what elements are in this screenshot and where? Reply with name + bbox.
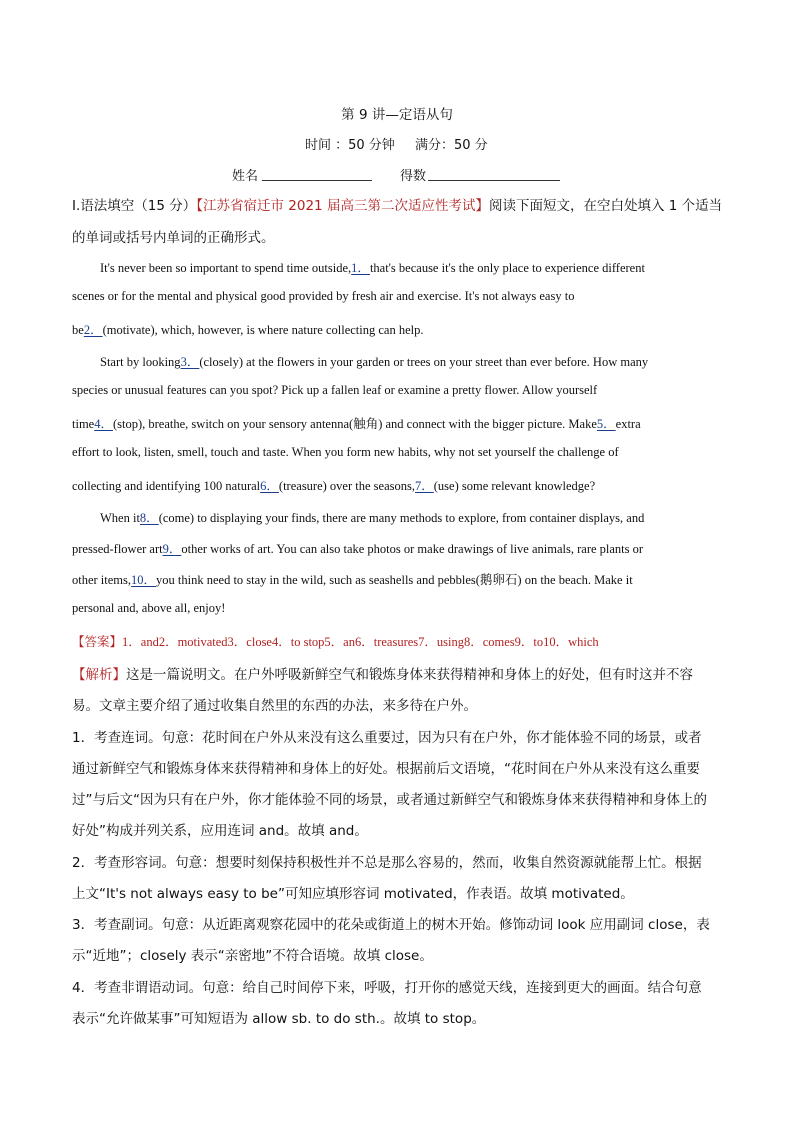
analysis-item-4: 4．考查非谓语动词。句意：给自己时间停下来，呼吸，打开你的感觉天线，连接到更大的画面。结合句意 <box>72 980 702 996</box>
points-blank-line <box>428 180 560 181</box>
passage-line: When it8．(come) to displaying your finds, there are many methods to explore, from container displays, and <box>100 511 645 525</box>
section-heading-line <box>72 194 722 214</box>
time-label: 时间 ：50 分钟 <box>305 138 395 153</box>
blank-3[interactable]: 3． <box>180 355 200 369</box>
passage-line: pressed-flower art9．other works of art. You can also take photos or make drawings of live animals, rare plants or <box>72 542 644 556</box>
name-blank-line <box>262 180 372 181</box>
passage-line: collecting and identifying 100 natural6．(treasure) over the seasons,7．(use) some relevant knowledge? <box>72 479 596 493</box>
passage-line: time4．(stop), breathe, switch on your sensory antenna(触角) and connect with the bigger picture. Make5．extra <box>72 417 641 431</box>
blank-2[interactable]: 2． <box>83 323 103 337</box>
analysis-item-3: 3．考查副词。句意：从近距离观察花园中的花朵或街道上的树木开始。修饰动词 look 应用副词 close，表 <box>72 917 710 933</box>
blank-6[interactable]: 6． <box>260 479 279 493</box>
analysis-item-1: 通过新鲜空气和锻炼身体来获得精神和身体上的好处。根据前后文语境，“花时间在户外从来没有这么重要 <box>72 761 700 777</box>
blank-8[interactable]: 8． <box>139 511 159 525</box>
blank-5[interactable]: 5． <box>596 417 616 431</box>
passage-line: scenes or for the mental and physical good provided by fresh air and exercise. It's not always easy to <box>72 289 575 303</box>
analysis-item-1: 过”与后文“因为只有在户外，你才能体验不同的场景，或者通过新鲜空气和锻炼身体来获得精神和身体上的 <box>72 792 707 808</box>
passage-line: effort to look, listen, smell, touch and taste. When you form new habits, why not set yourself the challenge of <box>72 445 619 459</box>
blank-4[interactable]: 4． <box>94 417 113 431</box>
analysis-item-1: 1．考查连词。句意：花时间在户外从来没有这么重要过，因为只有在户外，你才能体验不同的场景，或者 <box>72 730 702 746</box>
passage-line: other items,10．you think need to stay in the wild, such as seashells and pebbles(鹅卵石) on the beach. Make it <box>72 573 633 587</box>
answer-label: 【答案】 <box>72 634 123 649</box>
instruction-text-cont: 的单词或括号内单词的正确形式。 <box>72 230 275 246</box>
name-label: 姓名 <box>232 169 259 184</box>
analysis-item-4: 表示“允许做某事”可知短语为 allow sb. to do sth.。故填 to stop。 <box>72 1011 486 1027</box>
page-title: 第 9 讲—定语从句 <box>341 107 453 123</box>
analysis-item-1: 好处”构成并列关系，应用连词 and。故填 and。 <box>72 823 368 839</box>
passage-line: personal and, above all, enjoy! <box>72 601 226 615</box>
analysis-line: 易。文章主要介绍了通过收集自然里的东西的办法，来多待在户外。 <box>72 698 477 714</box>
points-label: 得数 <box>400 169 427 184</box>
analysis-line: 【解析】这是一篇说明文。在户外呼吸新鲜空气和锻炼身体来获得精神和身体上的好处，但有时这并不容 <box>72 667 693 683</box>
blank-9[interactable]: 9． <box>162 542 182 556</box>
passage-line: species or unusual features can you spot? Pick up a fallen leaf or examine a pretty flower. Allow yourself <box>72 383 598 397</box>
analysis-label: 【解析】 <box>72 667 126 683</box>
passage-line: Start by looking3．(closely) at the flowers in your garden or trees on your street than ever before. How many <box>100 355 649 369</box>
answer-text: 1．and2．motivated3．close4．to stop5．an6．treasures7．using8．comes9．to10．which <box>122 635 599 649</box>
instruction-text: 阅读下面短文，在空白处填入 1 个适当 <box>488 198 723 214</box>
passage-line: It's never been so important to spend time outside,1．that's because it's the only place to experience different <box>100 261 645 275</box>
source-tag: 【江苏省宿迁市 2021 届高三第二次适应性考试】 <box>196 198 489 214</box>
score-label: 满分：50 分 <box>415 138 488 153</box>
analysis-item-2: 2．考查形容词。句意：想要时刻保持积极性并不总是那么容易的，然而，收集自然资源就能帮上忙。根据 <box>72 855 702 871</box>
analysis-item-3: 示“近地”；closely 表示“亲密地”不符合语境。故填 close。 <box>72 948 433 964</box>
answer-line <box>72 632 599 650</box>
analysis-item-2: 上文“It's not always easy to be”可知应填形容词 motivated，作表语。故填 motivated。 <box>72 886 634 902</box>
blank-10[interactable]: 10． <box>131 573 157 587</box>
section-heading: I.语法填空（15 分） <box>72 198 197 214</box>
blank-1[interactable]: 1． <box>351 261 370 275</box>
passage-line: be2．(motivate), which, however, is where nature collecting can help. <box>72 323 424 337</box>
blank-7[interactable]: 7． <box>414 479 434 493</box>
